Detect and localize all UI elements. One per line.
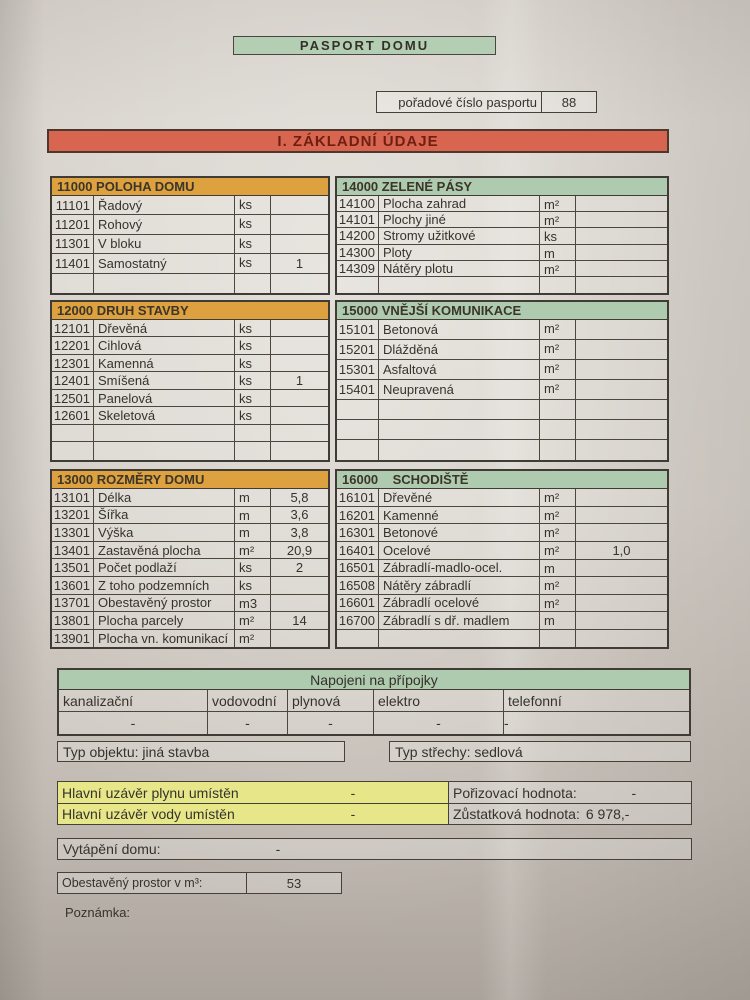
row-code: 13801	[53, 612, 90, 628]
row-unit: ks	[234, 559, 270, 576]
row-value: 3,6	[270, 507, 328, 524]
row-unit: ks	[234, 390, 270, 407]
row-value	[270, 235, 328, 253]
row-unit: m²	[539, 196, 575, 211]
table-row	[337, 542, 667, 560]
row-label: Zábradlí-madlo-ocel.	[378, 560, 539, 577]
connection-column-header: kanalizační	[63, 692, 134, 709]
table-schodiste-header: 16000 SCHODIŠTĚ	[337, 471, 667, 489]
row-code: 13701	[53, 595, 90, 611]
row-label	[378, 277, 539, 293]
row-label: Nátěry plotu	[378, 261, 539, 276]
row-value	[575, 630, 667, 648]
row-unit: ks	[234, 372, 270, 389]
row-label: Z toho podzemních	[93, 577, 234, 594]
row-code: 12101	[53, 320, 90, 336]
form-title: PASPORT DOMU	[233, 36, 496, 55]
row-label: Plochy jiné	[378, 212, 539, 227]
table-row	[52, 489, 328, 507]
serial-number-box	[376, 91, 597, 113]
row-label: Plocha parcely	[93, 612, 234, 629]
water-valve-row	[58, 803, 691, 824]
table-row	[337, 340, 667, 360]
row-code	[337, 277, 378, 293]
gas-valve-value: -	[350, 784, 356, 801]
row-unit: m²	[539, 340, 575, 359]
row-unit: m²	[539, 577, 575, 594]
row-value: 1	[270, 372, 328, 389]
table-row	[337, 196, 667, 212]
connection-column-header: vodovodní	[207, 690, 287, 711]
row-code: 13401	[53, 542, 90, 558]
left-column	[50, 176, 330, 649]
row-value	[575, 261, 667, 276]
serial-number-value: 88	[541, 92, 596, 112]
connections-title: Napojeni na přípojky	[59, 670, 689, 690]
connection-column-header: plynová	[287, 690, 373, 711]
table-row	[337, 360, 667, 380]
connection-value: -	[207, 712, 287, 734]
row-unit: ks	[234, 215, 270, 233]
gas-valve-label: Hlavní uzávěr plynu umístěn	[62, 784, 239, 801]
row-code: 14100	[338, 196, 375, 212]
row-value	[575, 360, 667, 379]
row-unit: m²	[539, 360, 575, 379]
row-unit: ks	[539, 228, 575, 243]
row-code: 16700	[338, 613, 375, 629]
row-code	[52, 425, 93, 442]
enclosed-volume-value: 53	[246, 873, 341, 893]
water-valve-cell	[58, 804, 448, 824]
row-code: 11301	[54, 236, 90, 252]
row-code: 11401	[54, 255, 90, 271]
row-label	[378, 400, 539, 419]
row-code: 12301	[53, 355, 90, 371]
row-value	[575, 320, 667, 339]
row-value	[575, 196, 667, 211]
object-type-box: Typ objektu: jiná stavba	[57, 741, 345, 762]
note-label: Poznámka:	[65, 905, 131, 920]
table-row	[52, 215, 328, 234]
row-value	[575, 380, 667, 399]
row-unit	[539, 440, 575, 460]
roof-type-box: Typ střechy: sedlová	[389, 741, 691, 762]
table-row	[52, 355, 328, 373]
table-row	[52, 507, 328, 525]
table-row	[52, 274, 328, 293]
row-label: V bloku	[93, 235, 234, 253]
row-label	[378, 630, 539, 648]
row-unit: m²	[539, 507, 575, 524]
row-value	[575, 612, 667, 629]
table-vnejsi-komunikace-header: 15000 VNĚJŠÍ KOMUNIKACE	[337, 302, 667, 320]
table-row	[52, 337, 328, 355]
row-unit: m²	[539, 212, 575, 227]
row-unit	[234, 442, 270, 460]
row-code: 12201	[53, 338, 90, 354]
row-label: Řadový	[93, 196, 234, 214]
row-unit: m²	[539, 489, 575, 506]
row-unit: ks	[234, 577, 270, 594]
row-label: Stromy užitkové	[378, 228, 539, 243]
row-code: 13201	[53, 507, 90, 523]
row-unit: m	[234, 489, 270, 506]
row-unit: m²	[539, 542, 575, 559]
row-unit: m²	[539, 380, 575, 399]
connection-value: -	[373, 712, 503, 734]
row-code: 12501	[53, 390, 90, 406]
row-unit: ks	[234, 235, 270, 253]
row-value	[270, 274, 328, 293]
table-row	[52, 524, 328, 542]
row-label: Dřevěná	[93, 320, 234, 337]
table-druh-stavby-header: 12000 DRUH STAVBY	[52, 302, 328, 320]
row-unit: m²	[234, 542, 270, 559]
row-label: Skeletová	[93, 407, 234, 424]
water-valve-label: Hlavní uzávěr vody umístěn	[62, 806, 235, 822]
row-code: 15301	[338, 362, 375, 378]
table-row	[337, 380, 667, 400]
row-unit: ks	[234, 337, 270, 354]
row-code	[337, 440, 378, 460]
row-unit: m3	[234, 595, 270, 612]
row-code: 12401	[53, 373, 90, 389]
row-unit: m	[539, 560, 575, 577]
row-code: 13501	[53, 560, 90, 576]
row-unit: m	[539, 245, 575, 260]
connection-column-header: telefonní	[503, 690, 562, 711]
row-code: 15201	[338, 342, 375, 358]
table-row	[337, 320, 667, 340]
connection-value: -	[287, 712, 373, 734]
table-row	[337, 212, 667, 228]
table-row	[52, 630, 328, 648]
row-value	[270, 595, 328, 612]
row-label: Asfaltová	[378, 360, 539, 379]
row-label: Zábradlí ocelové	[378, 595, 539, 612]
row-code: 16401	[338, 542, 375, 558]
row-unit: m	[234, 507, 270, 524]
row-value	[575, 245, 667, 260]
row-value: 14	[270, 612, 328, 629]
row-code	[52, 274, 93, 293]
row-value	[575, 420, 667, 439]
row-code: 11201	[54, 217, 90, 233]
table-poloha-domu	[50, 176, 330, 295]
row-label: Dlážděná	[378, 340, 539, 359]
row-code: 16508	[338, 577, 375, 593]
gas-valve-cell	[58, 782, 448, 803]
row-label	[93, 425, 234, 442]
heating-label: Vytápění domu:	[63, 841, 161, 857]
row-unit: m²	[539, 261, 575, 276]
row-unit	[539, 277, 575, 293]
row-label: Betonové	[378, 524, 539, 541]
row-label: Cihlová	[93, 337, 234, 354]
table-row	[337, 261, 667, 277]
enclosed-volume-box	[57, 872, 342, 894]
row-unit	[234, 425, 270, 442]
table-row	[337, 577, 667, 595]
table-row	[52, 254, 328, 273]
row-code: 15401	[338, 382, 375, 398]
row-code: 14309	[338, 260, 375, 276]
section-basic-data-banner: I. ZÁKLADNÍ ÚDAJE	[47, 129, 669, 153]
table-row	[337, 420, 667, 440]
table-poloha-domu-header: 11000 POLOHA DOMU	[52, 178, 328, 196]
row-value	[270, 425, 328, 442]
acquisition-value-cell	[448, 782, 691, 803]
row-label: Zábradlí s dř. madlem	[378, 612, 539, 629]
table-row	[52, 407, 328, 425]
row-label: Počet podlaží	[93, 559, 234, 576]
row-value	[270, 630, 328, 648]
row-label: Nátěry zábradlí	[378, 577, 539, 594]
table-row	[52, 577, 328, 595]
row-label: Rohový	[93, 215, 234, 233]
acquisition-value: -	[631, 784, 637, 801]
row-code: 14200	[338, 228, 375, 244]
row-label	[378, 440, 539, 460]
row-code: 14101	[338, 212, 375, 228]
row-value	[575, 440, 667, 460]
row-unit: ks	[234, 355, 270, 372]
row-value	[270, 407, 328, 424]
row-value	[270, 337, 328, 354]
row-unit	[539, 630, 575, 648]
table-vnejsi-komunikace	[335, 300, 669, 462]
row-label: Betonová	[378, 320, 539, 339]
row-value	[575, 340, 667, 359]
row-code: 13101	[53, 489, 90, 505]
row-label: Panelová	[93, 390, 234, 407]
row-unit: ks	[234, 320, 270, 337]
table-row	[337, 524, 667, 542]
row-unit: m²	[539, 320, 575, 339]
row-code: 16501	[338, 560, 375, 576]
table-row	[337, 228, 667, 244]
right-column	[335, 176, 669, 649]
gas-valve-row	[58, 782, 691, 803]
row-label: Šířka	[93, 507, 234, 524]
table-row	[337, 560, 667, 578]
row-label: Kamenné	[378, 507, 539, 524]
row-code	[337, 420, 378, 439]
table-rozmery-domu	[50, 469, 330, 649]
row-value: 20,9	[270, 542, 328, 559]
table-row	[52, 442, 328, 460]
row-unit: ks	[234, 196, 270, 214]
row-code: 16301	[338, 525, 375, 541]
table-row	[337, 277, 667, 293]
connections-table	[57, 668, 691, 736]
row-value	[575, 489, 667, 506]
row-label	[93, 274, 234, 293]
table-row	[52, 235, 328, 254]
residual-value-cell	[448, 804, 691, 824]
table-row	[337, 400, 667, 420]
row-value	[575, 560, 667, 577]
row-unit: ks	[234, 254, 270, 272]
residual-value-label: Zůstatková hodnota:	[453, 806, 580, 822]
table-schodiste	[335, 469, 669, 649]
row-unit	[539, 400, 575, 419]
row-unit: m²	[234, 612, 270, 629]
row-code: 16601	[338, 595, 375, 611]
table-row	[337, 595, 667, 613]
row-label: Výška	[93, 524, 234, 541]
heating-value: -	[275, 841, 281, 857]
row-label: Zastavěná plocha	[93, 542, 234, 559]
table-zelene-pasy	[335, 176, 669, 295]
row-unit: m²	[539, 524, 575, 541]
row-value	[270, 215, 328, 233]
row-code: 12601	[53, 408, 90, 424]
row-label	[378, 420, 539, 439]
row-value: 5,8	[270, 489, 328, 506]
row-label: Dřevěné	[378, 489, 539, 506]
row-value	[575, 277, 667, 293]
row-unit: m²	[539, 595, 575, 612]
row-value	[575, 577, 667, 594]
table-row	[337, 507, 667, 525]
table-row	[52, 612, 328, 630]
valves-and-values-block	[57, 781, 692, 825]
row-unit: m	[539, 612, 575, 629]
row-code: 15101	[338, 322, 375, 338]
table-rozmery-domu-header: 13000 ROZMĚRY DOMU	[52, 471, 328, 489]
residual-value: 6 978,-	[585, 806, 630, 822]
row-unit: m	[234, 524, 270, 541]
connection-value: -	[130, 715, 136, 731]
row-code: 16101	[338, 489, 375, 505]
table-row	[52, 390, 328, 408]
row-unit: m²	[234, 630, 270, 648]
table-row	[52, 320, 328, 338]
table-row	[52, 196, 328, 215]
row-unit	[234, 274, 270, 293]
row-label: Plocha vn. komunikací	[93, 630, 234, 648]
row-value	[270, 196, 328, 214]
row-label: Neupravená	[378, 380, 539, 399]
table-row	[52, 372, 328, 390]
row-code: 14300	[338, 244, 375, 260]
row-code	[337, 400, 378, 419]
connection-value: -	[503, 712, 509, 734]
acquisition-value-label: Pořizovací hodnota:	[453, 784, 577, 801]
table-row	[52, 595, 328, 613]
row-value: 1	[270, 254, 328, 272]
row-value	[270, 355, 328, 372]
row-value: 1,0	[575, 542, 667, 559]
row-code	[337, 630, 378, 648]
row-code: 13901	[53, 631, 90, 646]
row-value	[575, 212, 667, 227]
row-label	[93, 442, 234, 460]
row-label: Plocha zahrad	[378, 196, 539, 211]
row-label: Ploty	[378, 245, 539, 260]
table-row	[52, 559, 328, 577]
row-code: 13301	[53, 524, 90, 540]
table-row	[337, 440, 667, 460]
enclosed-volume-label: Obestavěný prostor v m³:	[62, 876, 203, 890]
row-code: 11101	[55, 197, 90, 213]
table-druh-stavby	[50, 300, 330, 462]
table-row	[337, 489, 667, 507]
table-row	[337, 245, 667, 261]
table-row	[52, 425, 328, 443]
row-unit	[539, 420, 575, 439]
table-row	[337, 612, 667, 630]
row-label: Samostatný	[93, 254, 234, 272]
row-label: Ocelové	[378, 542, 539, 559]
row-value	[270, 320, 328, 337]
row-code	[52, 442, 93, 460]
row-value: 2	[270, 559, 328, 576]
row-value	[575, 400, 667, 419]
row-label: Smíšená	[93, 372, 234, 389]
serial-number-label: pořadové číslo pasportu	[398, 94, 537, 110]
row-value: 3,8	[270, 524, 328, 541]
connection-column-header: elektro	[373, 690, 503, 711]
row-value	[270, 442, 328, 460]
row-code: 13601	[53, 577, 90, 593]
heating-box	[57, 838, 692, 860]
row-label: Obestavěný prostor	[93, 595, 234, 612]
row-value	[575, 595, 667, 612]
water-valve-value: -	[350, 806, 356, 822]
row-label: Kamenná	[93, 355, 234, 372]
row-label: Délka	[93, 489, 234, 506]
table-row	[52, 542, 328, 560]
row-value	[575, 507, 667, 524]
row-value	[270, 390, 328, 407]
row-code: 16201	[338, 507, 375, 523]
table-zelene-pasy-header: 14000 ZELENÉ PÁSY	[337, 178, 667, 196]
row-value	[270, 577, 328, 594]
row-unit: ks	[234, 407, 270, 424]
row-value	[575, 228, 667, 243]
row-value	[575, 524, 667, 541]
table-row	[337, 630, 667, 648]
